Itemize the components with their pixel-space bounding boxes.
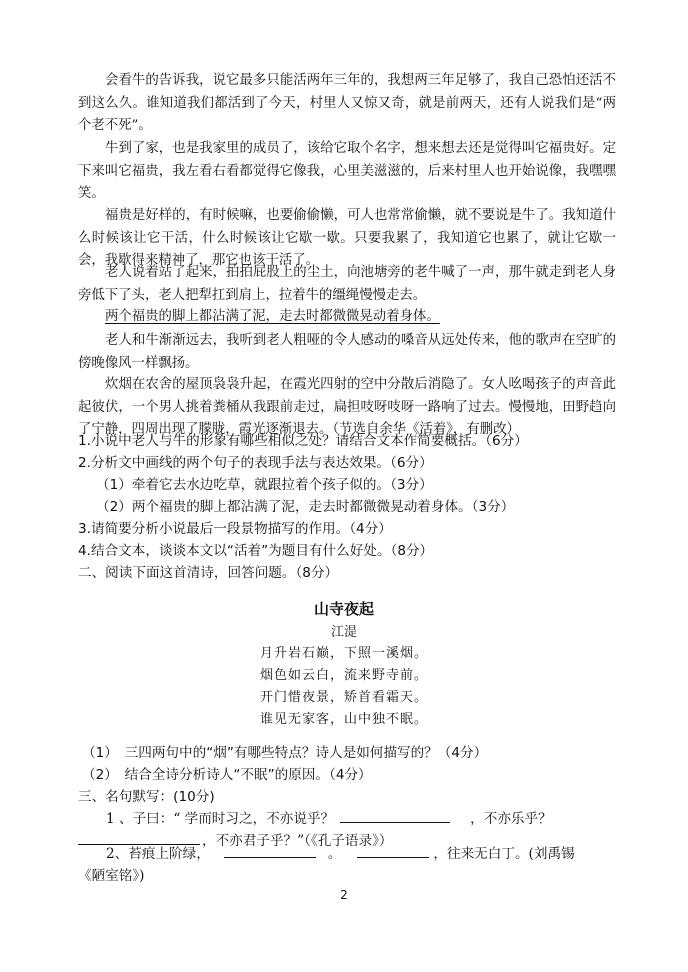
question-2-sub-2: （2）两个福贵的脚上都沾满了泥，走去时都微微晃动着身体。（3分） (96, 499, 515, 515)
poem-line-2: 烟色如云白，流来野寺前。 (259, 668, 428, 683)
passage-paragraph-5 (78, 306, 616, 329)
underlined-sentence: 两个福贵的脚上都沾满了泥，走去时都微微晃动着身体。 (105, 309, 440, 324)
passage-paragraph-4: 老人说着站了起来，拍拍屁股上的尘土，向池塘旁的老牛喊了一声，那牛就走到老人身旁低下了头，老人把犁扛到肩上，拉着牛的缰绳慢慢走去。 (78, 265, 616, 303)
recitation-item-2-end: ，往来无白丁。(刘禹锡 (433, 846, 575, 862)
poem-line-4: 谁见无家客，山中独不眠。 (259, 712, 428, 727)
question-2: 2.分析文中画线的两个句子的表现手法与表达效果。（6分） (78, 455, 433, 471)
page-number: 2 (340, 888, 348, 902)
passage-paragraph-2: 牛到了家，也是我家里的成员了，该给它取个名字，想来想去还是觉得叫它福贵好。定下来叫它福贵，我左看右看都觉得它像我，心里美滋滋的，后来村里人也开始说像，我嘿嘿笑。 (78, 141, 616, 201)
answer-blank[interactable] (224, 843, 316, 858)
passage-paragraph-3: 福贵是好样的，有时候嘛，也要偷偷懒，可人也常常偷懒，就不要说是牛了。我知道什么时候该让它干活，什么时候该让它歇一歇。只要我累了，我知道它也累了，就让它歇一会，我歇得来精神了，那它也该干活了。 (78, 208, 616, 268)
passage-paragraph-7: 炊烟在农舍的屋顶袅袅升起，在霞光四射的空中分散后消隐了。女人吆喝孩子的声音此起彼伏，一个男人挑着粪桶从我跟前走过，扁担吱呀吱呀一路响了过去。慢慢地，田野趋向了宁静，四周出现了朦胧，霞光逐渐退去。（节选自余华《活着》，有删改） (78, 377, 616, 437)
recitation-item-1-mid: ，不亦乐乎？ (470, 811, 552, 827)
poem-question-2: （2） 结合全诗分析诗人“不眠”的原因。（4分） (82, 767, 372, 783)
recitation-item-1-prompt: 1 、子曰：“ 学而时习之，不亦说乎？ (106, 811, 335, 827)
poem-title: 山寺夜起 (313, 600, 374, 618)
recitation-item-2-period: 。 (327, 846, 342, 862)
poem-author: 江湜 (330, 625, 357, 640)
poem-question-1: （1） 三四两句中的“烟”有哪些特点？诗人是如何描写的？（4分） (82, 745, 488, 761)
answer-blank[interactable] (357, 843, 429, 858)
recitation-item-2-prompt: 2、苔痕上阶绿， (106, 846, 210, 862)
section-3-heading: 三、名句默写：(10分) (78, 789, 215, 805)
question-4: 4.结合文本，谈谈本文以“活着”为题目有什么好处。（8分） (78, 543, 434, 559)
question-2-sub-1: （1）牵着它去水边吃草，就跟拉着个孩子似的。（3分） (96, 477, 433, 493)
poem-line-1: 月升岩石巅，下照一溪烟。 (259, 646, 428, 661)
recitation-item-1-end: ，不亦君子乎？”（《孔子语录》） (202, 833, 393, 849)
answer-blank[interactable] (340, 808, 450, 823)
recitation-item-1-line-1 (106, 808, 626, 830)
section-2-heading: 二、阅读下面这首清诗，回答问题。（8分） (78, 565, 339, 581)
question-3: 3.请简要分析小说最后一段景物描写的作用。（4分） (78, 521, 392, 537)
recitation-item-2-source: 《陋室铭》) (78, 868, 145, 884)
passage-paragraph-6: 老人和牛渐渐远去，我听到老人粗哑的令人感动的嗓音从远处传来，他的歌声在空旷的傍晚像风一样飘扬。 (78, 333, 616, 371)
poem-line-3: 开门惜夜景，矫首看霜天。 (259, 690, 428, 705)
question-1: 1.小说中老人与牛的形象有哪些相似之处？请结合文本作简要概括。（6分） (78, 433, 528, 449)
passage-paragraph-1: 会看牛的告诉我，说它最多只能活两年三年的，我想两三年足够了，我自己恐怕还活不到这么久。谁知道我们都活到了今天，村里人又惊又奇，就是前两天，还有人说我们是“两个老不死”。 (78, 73, 616, 133)
